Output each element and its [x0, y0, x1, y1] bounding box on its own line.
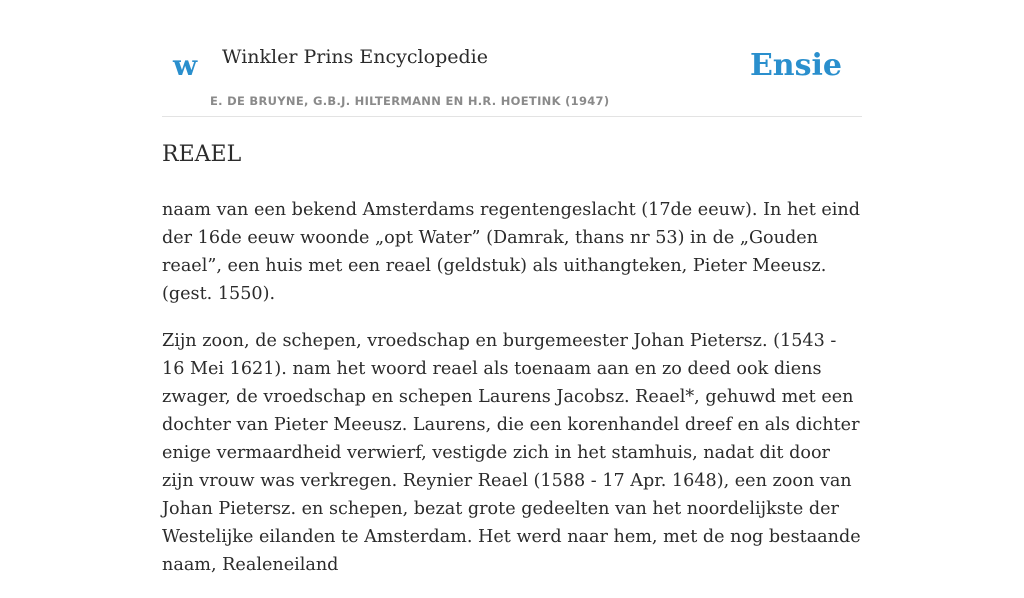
article-paragraph: naam van een bekend Amsterdams regentengeslacht (17de eeuw). In het eind der 16de eeuw woonde „opt Water” (Damrak, thans nr 53) in de „Gouden reael”, een huis met een reael (geldstuk) als uithangteken, Pieter Meeusz. (gest. 1550).: [162, 200, 860, 304]
authors-line: E. DE BRUYNE, G.B.J. HILTERMANN EN H.R. HOETINK (1947): [210, 94, 610, 108]
winkler-prins-logo[interactable]: w: [173, 49, 198, 82]
encyclopedia-title[interactable]: Winkler Prins Encyclopedie: [222, 46, 488, 68]
article-paragraph: Zijn zoon, de schepen, vroedschap en burgemeester Johan Pietersz. (1543 - 16 Mei 1621). nam het woord reael als toenaam aan en zo deed ook diens zwager, de vroedschap en schepen Laurens Jacobsz. Reael*, gehuwd met een dochter van Pieter Meeusz. Laurens, die een korenhandel dreef en als dichter enige vermaardheid verwierf, vestigde zich in het stamhuis, nadat dit door zijn vrouw was verkregen. Reynier Reael (1588 - 17 Apr. 1648), een zoon van Johan Pietersz. en schepen, bezat grote gedeelten van het noordelijkste der Westelijke eilanden te Amsterdam. Het werd naar hem, met de nog bestaande naam, Realeneiland: [162, 331, 861, 575]
article-headword: REAEL: [162, 142, 242, 167]
ensie-logo[interactable]: Ensie: [749, 48, 842, 83]
header: [162, 0, 862, 117]
article: [162, 140, 862, 598]
